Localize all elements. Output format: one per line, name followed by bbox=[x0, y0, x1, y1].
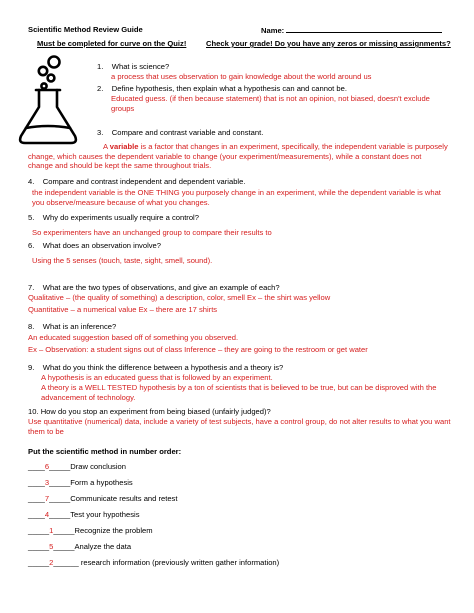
question-number: 9. bbox=[28, 363, 35, 372]
order-item bbox=[28, 510, 140, 520]
order-item bbox=[28, 462, 126, 472]
order-blank-post: _____ bbox=[49, 494, 71, 503]
answer-3-text: is a factor that changes in an experiment, specifically, the independent variable is purposely change, which causes the dependent variable to change (your experiment/measurements), while a constant does not change and should be kept the same throughout trials. bbox=[28, 142, 448, 171]
order-number: 4 bbox=[44, 510, 50, 519]
question-text: What does an observation involve? bbox=[42, 241, 161, 250]
name-label-text: Name: bbox=[261, 26, 285, 35]
order-blank-post: _____ bbox=[53, 526, 75, 535]
order-step-text: Analyze the data bbox=[74, 542, 132, 551]
question-text: What do you think the difference between a hypothesis and a theory is? bbox=[42, 363, 284, 372]
answer-2: Educated guess. (if then because statement) that is not an opinion, not biased, doesn't exclude groups bbox=[111, 94, 430, 113]
question-text: How do you stop an experiment from being biased (unfairly judged)? bbox=[40, 407, 271, 416]
question-number: 4. bbox=[28, 177, 35, 186]
question-10 bbox=[28, 407, 271, 417]
name-label bbox=[261, 25, 442, 36]
question-7 bbox=[28, 283, 280, 293]
order-blank-post: _____ bbox=[53, 542, 75, 551]
order-blank-pre: ____ bbox=[28, 494, 45, 503]
order-blank-post: _____ bbox=[49, 462, 71, 471]
answer-7-qualitative: Qualitative – (the quality of something) a description, color, smell Ex – the shirt was yellow bbox=[28, 293, 331, 302]
order-item bbox=[28, 542, 131, 552]
order-item bbox=[28, 558, 279, 568]
order-number: 5 bbox=[49, 542, 54, 551]
order-step-text: research information (previously written gather information) bbox=[78, 558, 280, 567]
flask-icon bbox=[16, 52, 80, 150]
order-number: 6 bbox=[44, 462, 50, 471]
answer-10: Use quantitative (numerical) data, include a variety of test subjects, have a control group, do not alter results to what you want them to be bbox=[28, 417, 451, 436]
question-text: Compare and contrast independent and dependent variable. bbox=[42, 177, 246, 186]
order-item bbox=[28, 478, 133, 488]
order-number: 2 bbox=[49, 558, 54, 567]
answer-9-theory: A theory is a WELL TESTED hypothesis by a ton of scientists that is believed to be true, but can be disproved with the advancement of technology. bbox=[41, 383, 437, 402]
answer-3-prefix: A bbox=[103, 142, 110, 151]
order-step-text: Form a hypothesis bbox=[70, 478, 133, 487]
question-1 bbox=[97, 62, 169, 72]
answer-8-definition: An educated suggestion based off of something you observed. bbox=[28, 333, 239, 342]
question-9 bbox=[28, 363, 283, 373]
question-text: What is an inference? bbox=[42, 322, 117, 331]
order-blank-post: _____ bbox=[49, 510, 71, 519]
question-text: Define hypothesis, then explain what a hypothesis can and cannot be. bbox=[111, 84, 347, 93]
order-blank-post: _____ bbox=[49, 478, 71, 487]
order-item bbox=[28, 526, 153, 536]
answer-4: the independent variable is the ONE THING you purposely change in an experiment, while the dependent variable is what you observe/measure because of what you changes. bbox=[32, 188, 441, 207]
answer-8-example: Ex – Observation: a student signs out of class Inference – they are going to the restroom or get water bbox=[28, 345, 368, 354]
order-step-text: Test your hypothesis bbox=[70, 510, 140, 519]
order-blank-pre: ____ bbox=[28, 510, 45, 519]
order-blank-pre: ____ bbox=[28, 478, 45, 487]
name-blank-line bbox=[286, 25, 442, 33]
order-blank-pre: _____ bbox=[28, 558, 50, 567]
order-blank-post: ______ bbox=[53, 558, 79, 567]
subtitle-left: Must be completed for curve on the Quiz! bbox=[37, 39, 187, 48]
order-step-text: Communicate results and retest bbox=[70, 494, 178, 503]
order-blank-pre: _____ bbox=[28, 542, 50, 551]
question-number: 3. bbox=[97, 128, 104, 137]
question-number: 6. bbox=[28, 241, 35, 250]
order-step-text: Recognize the problem bbox=[74, 526, 153, 535]
answer-6: Using the 5 senses (touch, taste, sight, smell, sound). bbox=[32, 256, 213, 265]
question-text: What is science? bbox=[111, 62, 170, 71]
question-5 bbox=[28, 213, 199, 223]
question-8 bbox=[28, 322, 116, 332]
answer-3 bbox=[28, 142, 448, 171]
answer-9-hypothesis: A hypothesis is an educated guess that is followed by an experiment. bbox=[41, 373, 273, 382]
answer-3-keyword: variable bbox=[109, 142, 139, 151]
order-number: 1 bbox=[49, 526, 54, 535]
page-title: Scientific Method Review Guide bbox=[28, 25, 143, 34]
order-step-text: Draw conclusion bbox=[70, 462, 126, 471]
subtitle-right: Check your grade! Do you have any zeros or missing assignments? bbox=[206, 39, 451, 48]
question-3 bbox=[97, 128, 263, 138]
order-number: 7 bbox=[44, 494, 50, 503]
answer-5: So experimenters have an unchanged group to compare their results to bbox=[32, 228, 272, 237]
question-text: Compare and contrast variable and constant. bbox=[111, 128, 264, 137]
order-blank-pre: _____ bbox=[28, 526, 50, 535]
answer-1: a process that uses observation to gain knowledge about the world around us bbox=[111, 72, 372, 81]
question-number: 10. bbox=[28, 407, 39, 416]
question-4 bbox=[28, 177, 245, 187]
question-text: Why do experiments usually require a control? bbox=[42, 213, 199, 222]
question-number: 1. bbox=[97, 62, 104, 71]
question-number: 2. bbox=[97, 84, 104, 93]
question-6 bbox=[28, 241, 161, 251]
question-number: 8. bbox=[28, 322, 35, 331]
order-item bbox=[28, 494, 177, 504]
question-2 bbox=[97, 84, 347, 94]
answer-7-quantitative: Quantitative – a numerical value Ex – there are 17 shirts bbox=[28, 305, 218, 314]
order-heading: Put the scientific method in number order: bbox=[28, 447, 182, 456]
question-number: 7. bbox=[28, 283, 35, 292]
question-text: What are the two types of observations, and give an example of each? bbox=[42, 283, 280, 292]
question-number: 5. bbox=[28, 213, 35, 222]
order-blank-pre: ____ bbox=[28, 462, 45, 471]
order-number: 3 bbox=[44, 478, 50, 487]
